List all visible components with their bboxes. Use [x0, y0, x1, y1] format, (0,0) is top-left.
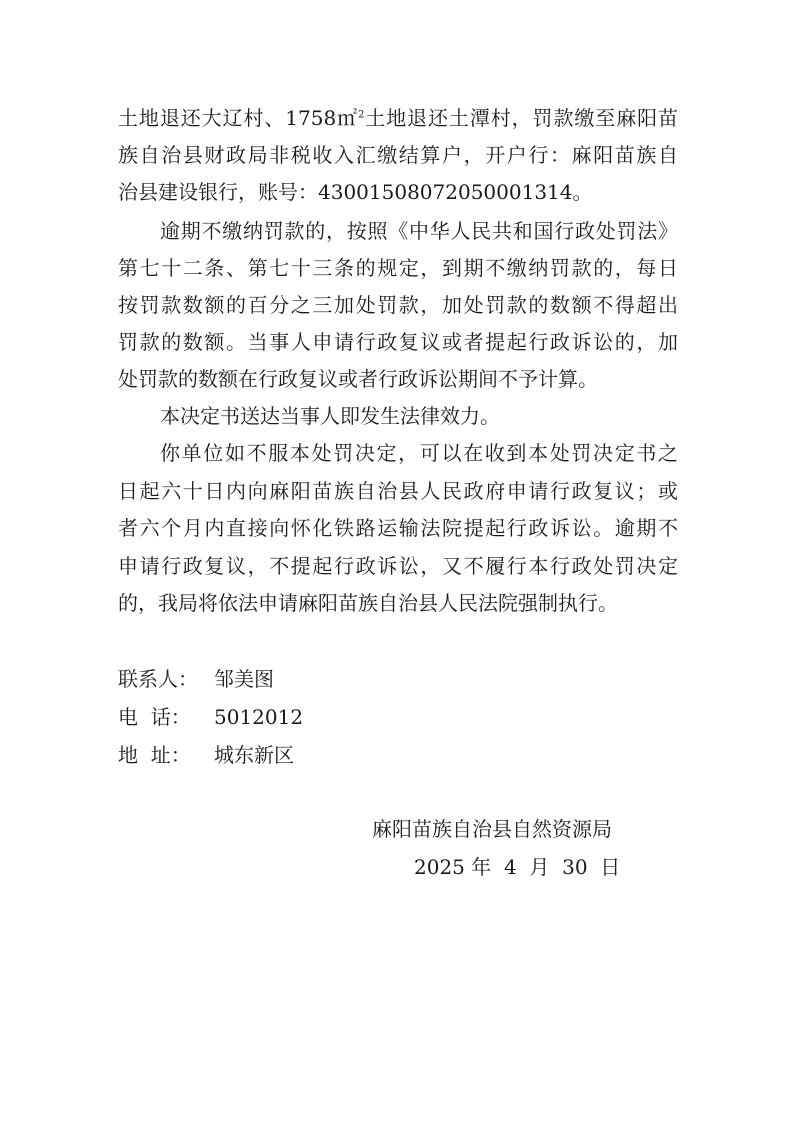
- paragraph-line: 的，我局将依法申请麻阳苗族自治县人民法院强制执行。: [118, 591, 618, 615]
- issue-date: 2025 年 4 月 30 日: [414, 855, 621, 879]
- paragraph-line: 处罚款的数额在行政复议或者行政诉讼期间不予计算。: [118, 367, 598, 391]
- text-fragment: 土地退还土潭村，罚款缴至麻阳苗: [364, 106, 679, 130]
- issuing-organization: 麻阳苗族自治县自然资源局: [372, 817, 612, 841]
- paragraph-line: [118, 100, 678, 136]
- paragraph-line: 本决定书送达当事人即发生法律效力。: [160, 404, 500, 428]
- contact-phone-label: 电 话：: [118, 705, 191, 729]
- contact-phone-value: 5012012: [214, 705, 304, 729]
- paragraph-line: 按罚款数额的百分之三加处罚款，加处罚款的数额不得超出: [118, 293, 678, 317]
- paragraph-line: 者六个月内直接向怀化铁路运输法院提起行政诉讼。逾期不: [118, 516, 678, 540]
- paragraph-line: 日起六十日内向麻阳苗族自治县人民政府申请行政复议；或: [118, 479, 678, 503]
- superscript: 2: [358, 109, 365, 121]
- contact-person-row: [118, 661, 274, 697]
- paragraph-line: 申请行政复议，不提起行政诉讼，又不履行本行政处罚决定: [118, 554, 678, 578]
- paragraph-line: 第七十二条、第七十三条的规定，到期不缴纳罚款的，每日: [118, 256, 678, 280]
- contact-address-label: 地 址：: [118, 743, 191, 767]
- paragraph-line: 罚款的数额。当事人申请行政复议或者提起行政诉讼的，加: [118, 330, 678, 354]
- contact-address-row: [118, 737, 294, 773]
- paragraph-line: 你单位如不服本处罚决定，可以在收到本处罚决定书之: [160, 441, 678, 465]
- contact-phone-row: [118, 699, 303, 735]
- text-fragment: 土地退还大辽村、1758㎡: [118, 106, 358, 130]
- paragraph-line: 治县建设银行，账号：43001508072050001314。: [118, 180, 593, 204]
- paragraph-line: 逾期不缴纳罚款的，按照《中华人民共和国行政处罚法》: [160, 219, 678, 243]
- contact-address-value: 城东新区: [214, 743, 294, 767]
- contact-person-value: 邹美图: [214, 667, 274, 691]
- paragraph-line: 族自治县财政局非税收入汇缴结算户，开户行：麻阳苗族自: [118, 143, 678, 167]
- contact-person-label: 联系人：: [118, 667, 198, 691]
